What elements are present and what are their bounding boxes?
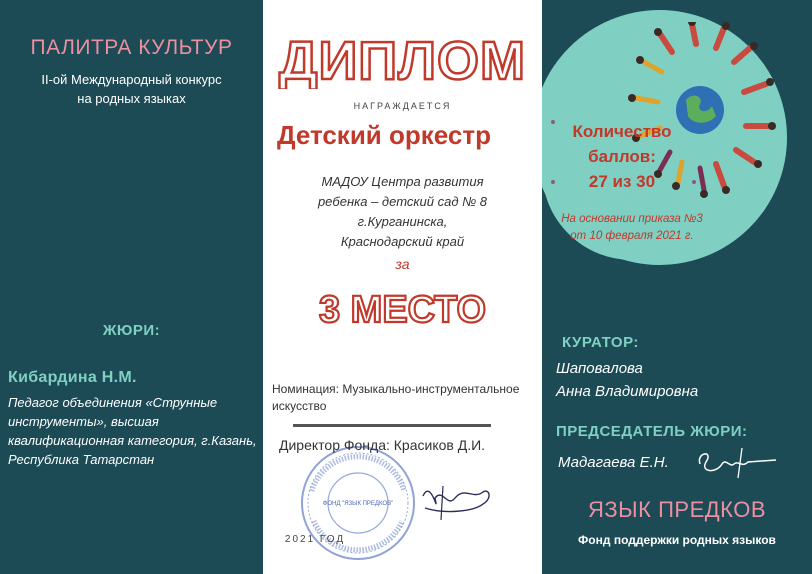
place-text: 3 МЕСТО (318, 289, 487, 331)
contest-brand: ПАЛИТРА КУЛЬТУР (30, 36, 233, 59)
chair-name: Мадагаева Е.Н. (558, 454, 669, 471)
recipient-organization (263, 172, 542, 252)
org-line-2: ребенка – детский сад № 8 (317, 194, 488, 209)
center-panel (263, 0, 542, 574)
contest-line-2: на родных языках (77, 91, 186, 106)
for-label: за (395, 256, 410, 272)
nomination: Номинация: Музыкально-инструментальное искусство (272, 382, 520, 413)
score-line-2: баллов: (588, 147, 656, 166)
diploma-title-text: ДИПЛОМ (279, 31, 526, 89)
curator-name-line-1: Шаповалова (556, 360, 643, 377)
basis-line-1: На основании приказа №3 (561, 213, 703, 225)
signature-line (293, 424, 491, 427)
contest-subtitle (0, 70, 263, 108)
score-value: 27 из 30 (588, 172, 656, 191)
diploma-title (263, 29, 542, 94)
place-award (263, 285, 542, 336)
curator-name-line-2: Анна Владимировна (556, 383, 699, 400)
org-line-4: Краснодарский край (340, 234, 465, 249)
chair-heading: ПРЕДСЕДАТЕЛЬ ЖЮРИ: (556, 423, 748, 440)
score-basis (542, 211, 722, 245)
curator-heading: КУРАТОР: (562, 334, 639, 351)
diploma-title-outline (263, 29, 542, 89)
recipient-name: Детский оркестр (277, 120, 491, 150)
awarded-label: НАГРАЖДАЕТСЯ (353, 101, 452, 111)
score-block (542, 119, 702, 194)
jury-description: Педагог объединения «Струнные инструменты», высшая квалификационная категория, г.Казань, Республика Татарстан (8, 395, 257, 467)
place-outline (263, 285, 542, 331)
org-line-3: г.Курганинска, (357, 214, 448, 229)
stamp-seal-icon (298, 443, 418, 568)
jury-heading: ЖЮРИ: (102, 322, 161, 339)
foundation-title: ЯЗЫК ПРЕДКОВ (588, 497, 766, 522)
director-signature-label: Директор Фонда: Красиков Д.И. (279, 437, 486, 453)
curator-name (556, 357, 698, 403)
left-panel (0, 0, 263, 574)
jury-name: Кибардина Н.М. (8, 369, 137, 386)
score-line-1: Количество (572, 122, 672, 141)
foundation-subtitle: Фонд поддержки родных языков (578, 533, 776, 547)
org-line-1: МАДОУ Центра развития (321, 174, 484, 189)
right-panel (542, 0, 812, 574)
basis-line-2: от 10 февраля 2021 г. (570, 230, 694, 242)
signature-icon (413, 468, 503, 533)
contest-line-1: II-ой Международный конкурс (41, 72, 222, 87)
chair-signature-icon (692, 442, 782, 487)
year-label: 2021 ГОД (284, 534, 346, 545)
stamp-text: ФОНД "ЯЗЫК ПРЕДКОВ" (322, 501, 394, 507)
